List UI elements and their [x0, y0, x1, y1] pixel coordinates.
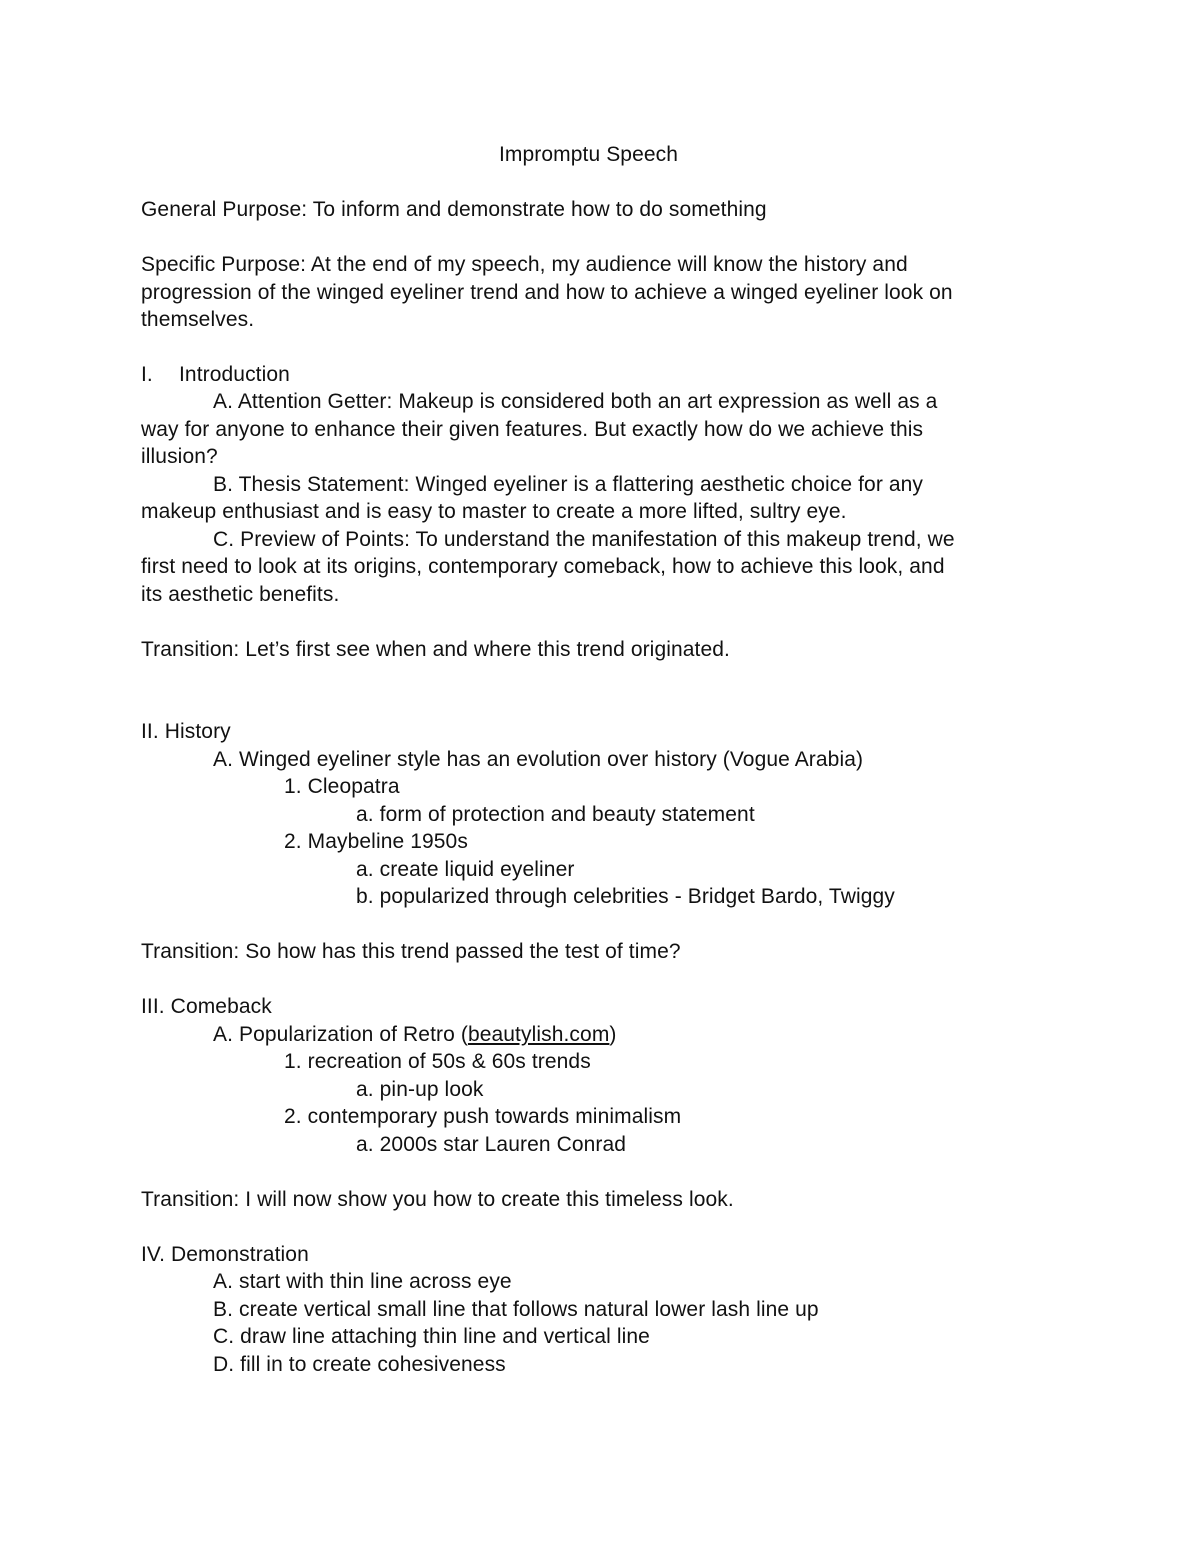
history-item-2a: a. create liquid eyeliner — [356, 858, 575, 881]
general-purpose-label: General Purpose: — [141, 198, 308, 221]
intro-attention-getter-line-2: way for anyone to enhance their given features. But exactly how do we achieve this — [141, 418, 924, 441]
intro-attention-getter-line-1: A. Attention Getter: Makeup is considered both an art expression as well as a — [213, 390, 938, 413]
intro-preview-line-3: its aesthetic benefits. — [141, 583, 340, 606]
section-comeback-heading: III. Comeback — [141, 995, 272, 1018]
history-item-1: 1. Cleopatra — [284, 775, 400, 798]
intro-thesis-line-2: makeup enthusiast and is easy to master to create a more lifted, sultry eye. — [141, 500, 847, 523]
general-purpose-text: To inform and demonstrate how to do something — [312, 198, 767, 221]
general-purpose — [141, 196, 767, 223]
transition-3: Transition: I will now show you how to create this timeless look. — [141, 1188, 734, 1211]
intro-thesis-line-1: B. Thesis Statement: Winged eyeliner is a flattering aesthetic choice for any — [213, 473, 923, 496]
intro-preview-line-2: first need to look at its origins, contemporary comeback, how to achieve this look, and — [141, 555, 945, 578]
comeback-point-a-suffix: ) — [609, 1023, 617, 1046]
specific-purpose-label: Specific Purpose: — [141, 253, 307, 276]
beautylish-link[interactable]: beautylish.com — [467, 1023, 610, 1046]
transition-1: Transition: Let’s first see when and where this trend originated. — [141, 638, 730, 661]
specific-purpose-line-2: progression of the winged eyeliner trend and how to achieve a winged eyeliner look on — [141, 281, 953, 304]
section-demonstration-heading: IV. Demonstration — [141, 1243, 309, 1266]
section-history-heading: II. History — [141, 720, 231, 743]
demonstration-step-b: B. create vertical small line that follows natural lower lash line up — [213, 1298, 819, 1321]
page-title: Impromptu Speech — [499, 143, 679, 166]
intro-attention-getter-line-3: illusion? — [141, 445, 218, 468]
specific-purpose-line-3: themselves. — [141, 308, 255, 331]
comeback-item-2: 2. contemporary push towards minimalism — [284, 1105, 682, 1128]
demonstration-step-d: D. fill in to create cohesiveness — [213, 1353, 506, 1376]
section-heading-text: Introduction — [179, 363, 290, 386]
section-numeral: I. — [141, 363, 153, 386]
history-point-a: A. Winged eyeliner style has an evolution over history (Vogue Arabia) — [213, 748, 864, 771]
comeback-point-a — [213, 1021, 617, 1048]
specific-purpose-line-1 — [141, 251, 908, 278]
section-introduction-heading — [141, 361, 290, 388]
history-item-2: 2. Maybeline 1950s — [284, 830, 468, 853]
comeback-item-1a: a. pin-up look — [356, 1078, 484, 1101]
demonstration-step-a: A. start with thin line across eye — [213, 1270, 512, 1293]
history-item-2b: b. popularized through celebrities - Bridget Bardo, Twiggy — [356, 885, 895, 908]
comeback-item-2a: a. 2000s star Lauren Conrad — [356, 1133, 627, 1156]
transition-2: Transition: So how has this trend passed the test of time? — [141, 940, 681, 963]
specific-purpose-text: At the end of my speech, my audience will know the history and — [310, 253, 908, 276]
history-item-1a: a. form of protection and beauty statement — [356, 803, 755, 826]
comeback-item-1: 1. recreation of 50s & 60s trends — [284, 1050, 591, 1073]
intro-preview-line-1: C. Preview of Points: To understand the manifestation of this makeup trend, we — [213, 528, 955, 551]
comeback-point-a-prefix: A. Popularization of Retro ( — [213, 1023, 468, 1046]
demonstration-step-c: C. draw line attaching thin line and vertical line — [213, 1325, 650, 1348]
